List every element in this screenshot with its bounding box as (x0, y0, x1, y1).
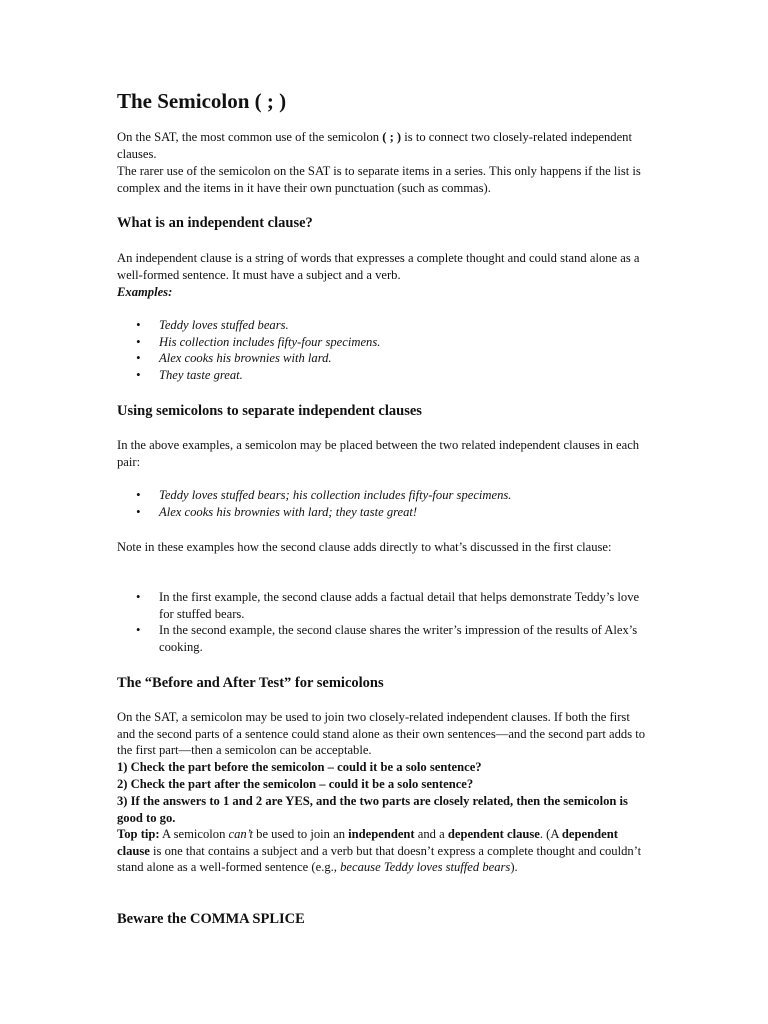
test-step-3: 3) If the answers to 1 and 2 are YES, and the two parts are closely related, then the semicolon is good to go. (117, 794, 628, 825)
tip-term-dependent-clause: dependent clause (117, 827, 618, 858)
using-semicolons-paragraph: In the above examples, a semicolon may be placed between the two related independent clauses in each pair: (117, 438, 640, 469)
top-tip-label: Top tip: (117, 827, 160, 841)
before-after-paragraph: On the SAT, a semicolon may be used to join two closely-related independent clauses. If both the first and the second parts of a sentence could stand alone as their own sentences—and the second part adds to the first part—then a semicolon can be acceptable. (117, 710, 646, 758)
tip-example: because Teddy loves stuffed bears (340, 860, 511, 875)
tip-emphasis-cant: can’t (228, 827, 253, 841)
tip-text: is one that contains a subject and a verb but that doesn’t express a complete thought and couldn’t stand alone as a well-formed sentence (e.g., (117, 843, 642, 875)
semicolon-symbol: ( ; ) (382, 130, 402, 144)
list-item: • In the first example, the second clause adds a factual detail that helps demonstrate Teddy’s love for stuffed bears. (117, 589, 647, 622)
tip-text: and a (414, 827, 448, 841)
list-item: • His collection includes fifty-four specimens. (117, 334, 647, 351)
examples-label: Examples: (117, 285, 173, 299)
tip-text: be used to join an (253, 827, 349, 841)
intro-text-post: is to connect two closely-related independent clauses. (117, 130, 632, 161)
list-item: • Alex cooks his brownies with lard; they taste great! (117, 504, 647, 521)
list-item: • Teddy loves stuffed bears; his collection includes fifty-four specimens. (117, 487, 647, 504)
page-title: The Semicolon ( ; ) (117, 89, 287, 113)
section-heading-using-semicolons: Using semicolons to separate independent clauses (117, 403, 422, 419)
list-item: • Teddy loves stuffed bears. (117, 317, 647, 334)
examples-list (117, 317, 647, 384)
tip-term-independent: independent (348, 827, 415, 841)
independent-clause-definition: An independent clause is a string of words that expresses a complete thought and could stand alone as a well-formed sentence. It must have a subject and a verb. (117, 251, 640, 282)
intro-paragraph-1 (117, 129, 647, 162)
intro-paragraph-2: The rarer use of the semicolon on the SAT is to separate items in a series. This only happens if the list is complex and the items in it have their own punctuation (such as commas). (117, 164, 641, 195)
list-item: • Alex cooks his brownies with lard. (117, 350, 647, 367)
section-heading-comma-splice: Beware the COMMA SPLICE (117, 911, 305, 927)
top-tip-paragraph (117, 826, 647, 876)
tip-text: . (A (539, 827, 562, 841)
tip-text: ). (510, 860, 518, 875)
list-item: • In the second example, the second clause shares the writer’s impression of the results of Alex’s cooking. (117, 622, 647, 655)
section-heading-independent-clause: What is an independent clause? (117, 215, 313, 231)
list-item: • They taste great. (117, 367, 647, 384)
notes-list (117, 589, 647, 656)
tip-text: A semicolon (159, 827, 229, 841)
test-step-2: 2) Check the part after the semicolon – could it be a solo sentence? (117, 777, 474, 791)
note-paragraph: Note in these examples how the second clause adds directly to what’s discussed in the first clause: (117, 540, 612, 554)
test-step-1: 1) Check the part before the semicolon – could it be a solo sentence? (117, 760, 482, 774)
semicolon-examples-list (117, 487, 647, 520)
intro-text-pre: On the SAT, the most common use of the semicolon (117, 130, 383, 144)
section-heading-before-after-test: The “Before and After Test” for semicolons (117, 675, 384, 691)
tip-term-dependent-clause: dependent clause (447, 827, 540, 841)
